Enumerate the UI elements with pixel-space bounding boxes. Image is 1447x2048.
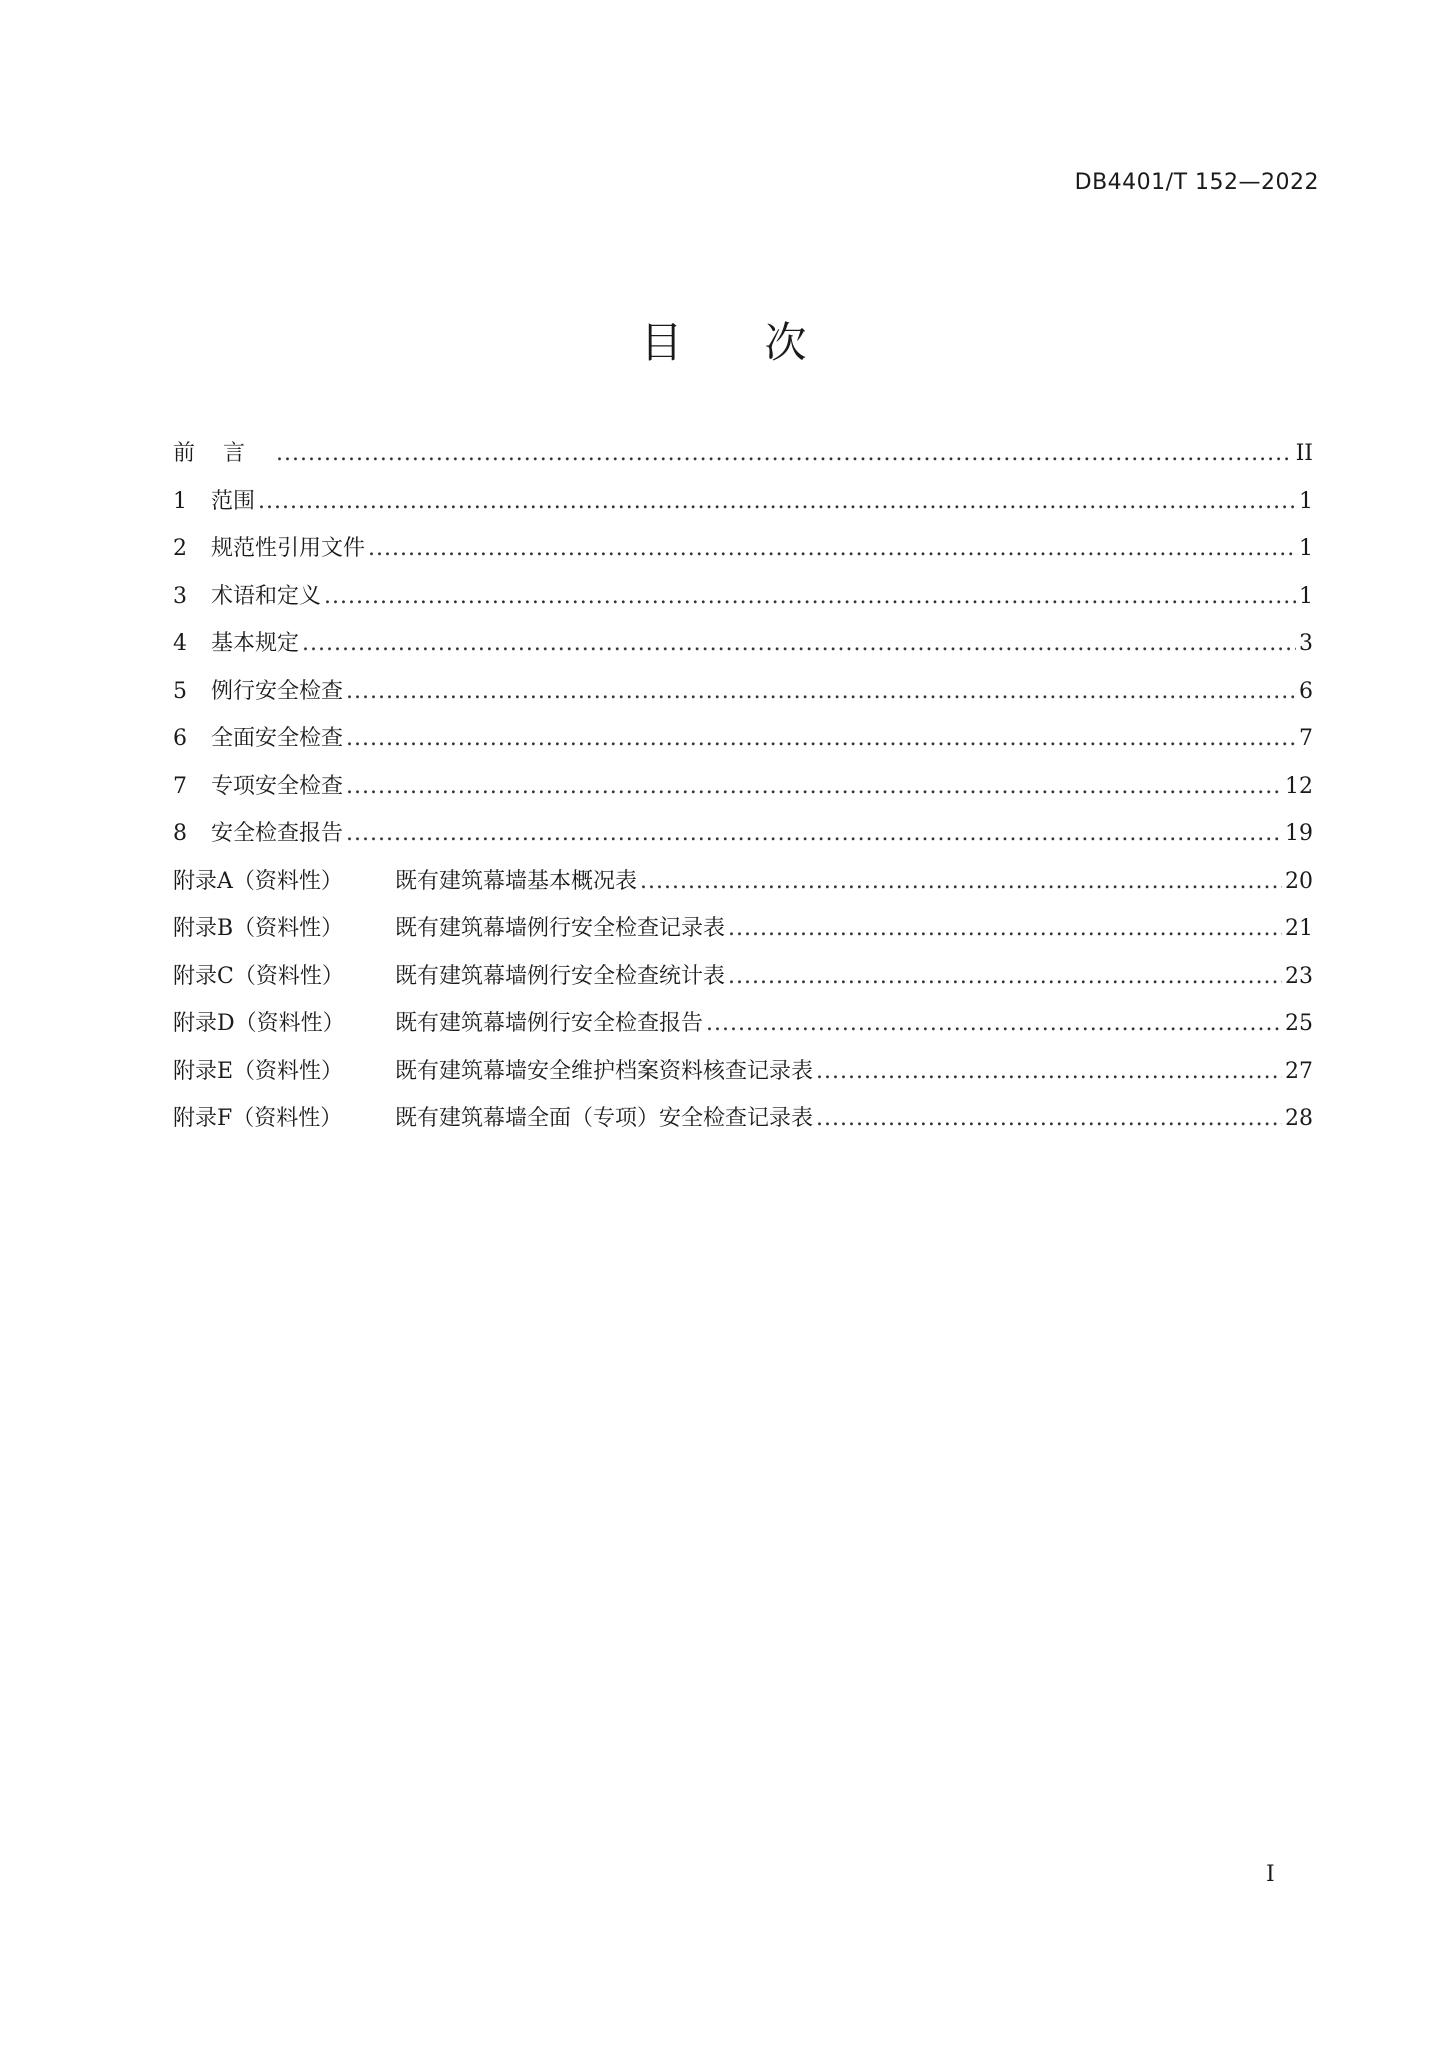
toc-page-number: 19 — [1285, 821, 1313, 846]
toc-dot-leader — [346, 810, 1282, 858]
toc-dot-leader — [816, 1095, 1282, 1143]
toc-entry-label: 安全检查报告 — [211, 821, 344, 846]
toc-entry-appendix-d[interactable] — [173, 1000, 1313, 1048]
toc-dot-leader — [302, 620, 1296, 668]
toc-entry-label: 既有建筑幕墙安全维护档案资料核查记录表 — [395, 1058, 814, 1084]
toc-entry-label: 例行安全检查 — [211, 678, 344, 704]
toc-entry-label: 既有建筑幕墙基本概况表 — [395, 868, 638, 894]
toc-entry-number: 8 — [173, 821, 187, 846]
toc-dot-leader — [324, 573, 1296, 621]
toc-entry-label: 术语和定义 — [211, 583, 322, 609]
toc-entry-special-inspection[interactable] — [173, 763, 1313, 811]
page-number: I — [1266, 1862, 1275, 1887]
toc-page-number: 27 — [1285, 1058, 1313, 1084]
table-of-contents — [173, 430, 1313, 1143]
toc-entry-scope[interactable] — [173, 478, 1313, 526]
toc-dot-leader — [816, 1048, 1282, 1096]
toc-page-number: 1 — [1299, 536, 1313, 561]
toc-entry-appendix-b[interactable] — [173, 905, 1313, 953]
toc-entry-number: 6 — [173, 726, 187, 751]
toc-entry-label: 前言 — [173, 441, 274, 466]
toc-appendix-number: 附录B（资料性） — [173, 916, 344, 941]
toc-page-number: 21 — [1285, 916, 1313, 941]
toc-entry-number: 5 — [173, 678, 187, 704]
toc-entry-number: 1 — [173, 488, 187, 514]
toc-dot-leader — [346, 668, 1296, 716]
toc-entry-inspection-report[interactable] — [173, 810, 1313, 858]
toc-page-number: 12 — [1285, 773, 1313, 799]
toc-dot-leader — [346, 715, 1296, 763]
toc-entry-label: 既有建筑幕墙全面（专项）安全检查记录表 — [395, 1106, 814, 1131]
toc-dot-leader — [706, 1000, 1282, 1048]
toc-appendix-number: 附录D（资料性） — [173, 1011, 345, 1036]
toc-page-number: 25 — [1285, 1011, 1313, 1036]
toc-entry-routine-inspection[interactable] — [173, 668, 1313, 716]
toc-entry-number: 3 — [173, 583, 187, 609]
toc-page-number: 28 — [1285, 1106, 1313, 1131]
toc-dot-leader — [258, 478, 1296, 526]
toc-entry-label: 基本规定 — [211, 631, 300, 656]
toc-dot-leader — [346, 763, 1282, 811]
toc-dot-leader — [640, 858, 1282, 906]
toc-appendix-number: 附录F（资料性） — [173, 1106, 343, 1131]
toc-page-number: 20 — [1285, 868, 1313, 894]
toc-entry-appendix-f[interactable] — [173, 1095, 1313, 1143]
toc-appendix-number: 附录C（资料性） — [173, 963, 344, 989]
toc-entry-label: 既有建筑幕墙例行安全检查报告 — [395, 1011, 704, 1036]
toc-entry-foreword[interactable] — [173, 430, 1313, 478]
toc-entry-number: 2 — [173, 536, 187, 561]
toc-dot-leader — [728, 905, 1282, 953]
toc-entry-label: 范围 — [211, 488, 256, 514]
toc-appendix-number: 附录A（资料性） — [173, 868, 343, 894]
toc-entry-basic-provisions[interactable] — [173, 620, 1313, 668]
toc-entry-comprehensive-inspection[interactable] — [173, 715, 1313, 763]
toc-entry-label: 全面安全检查 — [211, 726, 344, 751]
toc-entry-appendix-c[interactable] — [173, 953, 1313, 1001]
toc-dot-leader — [728, 953, 1282, 1001]
toc-page-number: 1 — [1299, 583, 1313, 609]
toc-page-number: II — [1295, 441, 1313, 466]
toc-entry-label: 专项安全检查 — [211, 773, 344, 799]
document-code: DB4401/T 152—2022 — [1074, 170, 1319, 195]
toc-page-number: 6 — [1299, 678, 1313, 704]
toc-page-number: 1 — [1299, 488, 1313, 514]
toc-page-number: 7 — [1299, 726, 1313, 751]
toc-title: 目次 — [640, 318, 889, 367]
toc-page-number: 3 — [1299, 631, 1313, 656]
toc-page-number: 23 — [1285, 963, 1313, 989]
toc-entry-terms-definitions[interactable] — [173, 573, 1313, 621]
toc-entry-normative-references[interactable] — [173, 525, 1313, 573]
toc-entry-number: 4 — [173, 631, 187, 656]
toc-entry-label: 规范性引用文件 — [211, 536, 366, 561]
toc-appendix-number: 附录E（资料性） — [173, 1058, 344, 1084]
toc-entry-label: 既有建筑幕墙例行安全检查记录表 — [395, 916, 726, 941]
toc-entry-appendix-a[interactable] — [173, 858, 1313, 906]
toc-entry-label: 既有建筑幕墙例行安全检查统计表 — [395, 963, 726, 989]
toc-entry-appendix-e[interactable] — [173, 1048, 1313, 1096]
toc-dot-leader — [368, 525, 1296, 573]
toc-entry-number: 7 — [173, 773, 187, 799]
toc-dot-leader — [276, 430, 1293, 478]
